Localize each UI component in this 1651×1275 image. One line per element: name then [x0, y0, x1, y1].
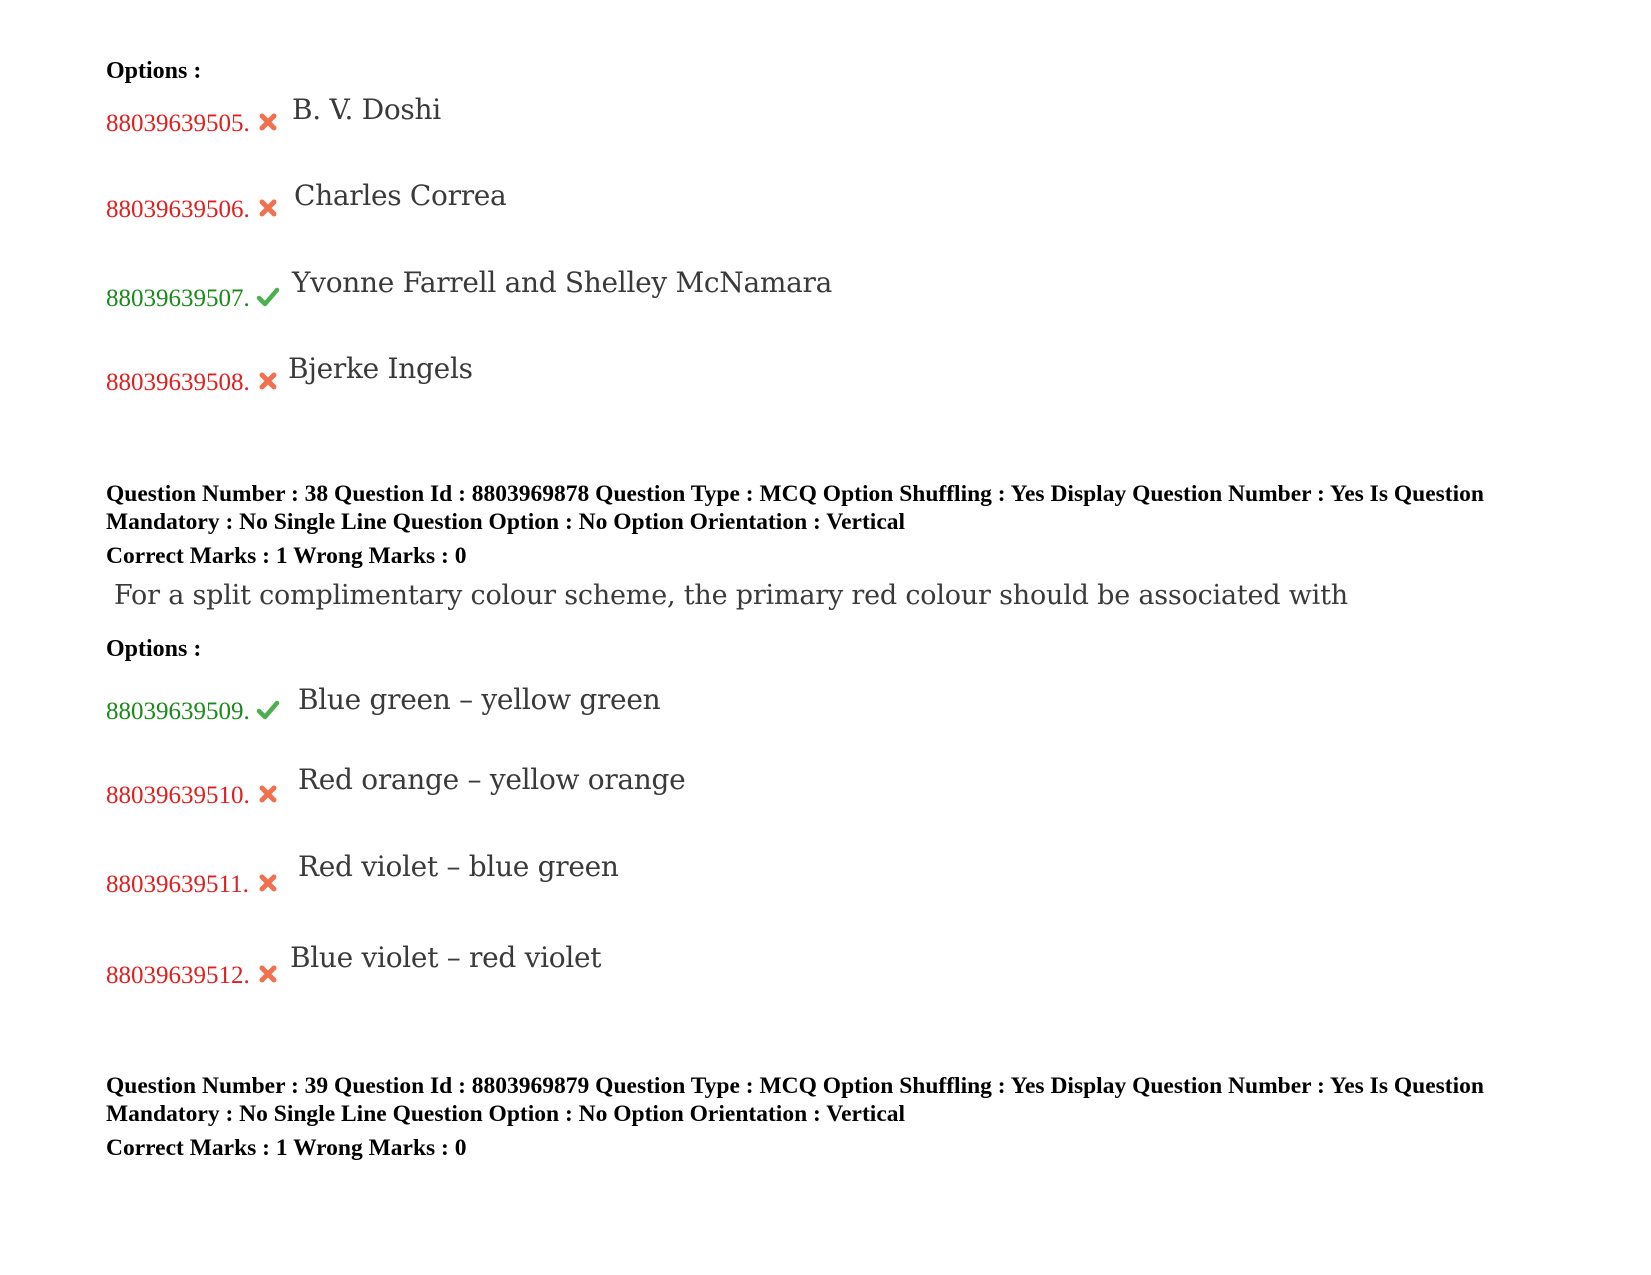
option-text: Red orange – yellow orange	[298, 763, 686, 796]
option-id: 88039639505.	[106, 110, 250, 137]
question-meta: Question Number : 39 Question Id : 8803969879 Question Type : MCQ Option Shuffling : Yes Display Question Number : Yes Is Question Mandatory : No Single Line Question Option : No Option Orientation : Vertical	[106, 1073, 1484, 1127]
cross-icon	[256, 871, 280, 895]
option-id: 88039639510.	[106, 782, 250, 809]
option-text: Red violet – blue green	[298, 850, 619, 883]
option-id: 88039639506.	[106, 196, 250, 223]
cross-icon	[256, 782, 280, 806]
option-text: Bjerke Ingels	[288, 352, 473, 385]
option-row	[106, 347, 1106, 397]
question-text: For a split complimentary colour scheme, the primary red colour should be associated with	[114, 580, 1348, 611]
options-label: Options :	[106, 58, 202, 84]
question-marks: Correct Marks : 1 Wrong Marks : 0	[106, 1135, 467, 1161]
option-row	[106, 174, 1106, 224]
cross-icon	[256, 196, 280, 220]
option-text: Blue violet – red violet	[290, 941, 602, 974]
option-text: Charles Correa	[294, 179, 507, 212]
option-id: 88039639508.	[106, 369, 250, 396]
options-label: Options :	[106, 636, 202, 662]
option-row	[106, 760, 1106, 810]
option-text: Blue green – yellow green	[298, 683, 661, 716]
option-id: 88039639507.	[106, 285, 250, 312]
option-id: 88039639509.	[106, 698, 250, 725]
question-marks: Correct Marks : 1 Wrong Marks : 0	[106, 543, 467, 569]
check-icon	[256, 698, 280, 722]
option-row	[106, 849, 1106, 899]
cross-icon	[256, 962, 280, 986]
option-row	[106, 263, 1106, 313]
cross-icon	[256, 110, 280, 134]
cross-icon	[256, 369, 280, 393]
check-icon	[256, 285, 280, 309]
option-row	[106, 676, 1106, 726]
option-row	[106, 940, 1106, 990]
option-text: Yvonne Farrell and Shelley McNamara	[292, 266, 832, 299]
question-meta: Question Number : 38 Question Id : 8803969878 Question Type : MCQ Option Shuffling : Yes Display Question Number : Yes Is Question Mandatory : No Single Line Question Option : No Option Orientation : Vertical	[106, 481, 1484, 535]
option-row	[106, 88, 1106, 138]
option-id: 88039639511.	[106, 871, 249, 898]
option-text: B. V. Doshi	[292, 93, 441, 126]
option-id: 88039639512.	[106, 962, 250, 989]
